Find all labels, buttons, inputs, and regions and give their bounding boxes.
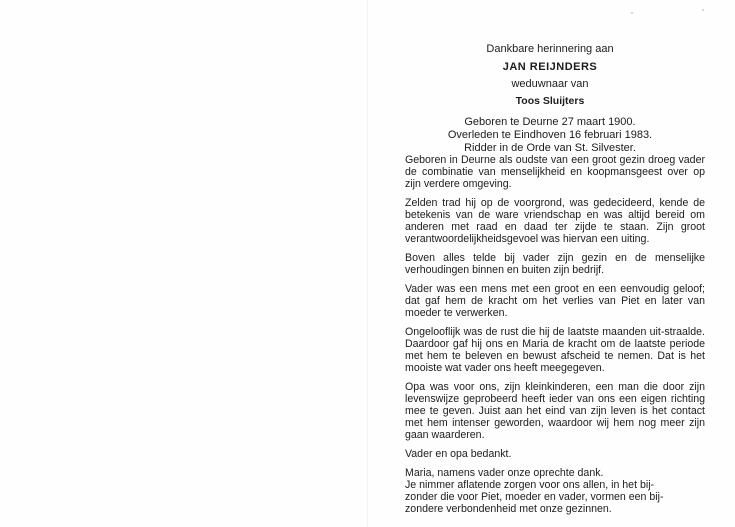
paper-speck [631, 12, 633, 14]
card-header [410, 40, 690, 155]
closing-paragraph [405, 467, 705, 515]
spouse-name: Toos Sluijters [515, 95, 585, 107]
closing-line: zondere verbondenheid met onze gezinnen. [405, 503, 612, 515]
paragraph: Geboren in Deurne als oudste van een groot gezin droeg vader de combinatie van menselijkheid en koopmansgeest over op zijn verdere omgeving. [405, 154, 705, 190]
paragraph: Boven alles telde bij vader zijn gezin en de menselijke verhoudingen binnen en buiten zijn bedrijf. [405, 252, 705, 276]
card-fold-line [367, 0, 368, 527]
closing-line: Je nimmer aflatende zorgen voor ons allen, in het bij- [405, 479, 655, 491]
deceased-name: JAN REIJNDERS [502, 61, 598, 73]
honor-line: Ridder in de Orde van St. Silvester. [464, 142, 636, 154]
paragraph: Vader was een mens met een groot en een eenvoudig geloof; dat gaf hem de kracht om het verlies van Piet en later van moeder te verwerken. [405, 283, 705, 319]
intro-text: Dankbare herinnering aan [486, 43, 614, 55]
closing-line: zonder die voor Piet, moeder en vader, vormen een bij- [405, 491, 664, 503]
death-line: Overleden te Eindhoven 16 februari 1983. [447, 129, 653, 141]
paragraph: Ongelooflijk was de rust die hij de laatste maanden uit-straalde. Daardoor gaf hij ons en Maria de kracht om de laatste periode met hem te beleven en bewust afscheid te nemen. Dat is het mooiste wat vader ons heeft meegegeven. [405, 326, 705, 374]
paragraph: Opa was voor ons, zijn kleinkinderen, een man die door zijn levenswijze geprobeerd heeft ieder van ons een eigen richting mee te geven. Juist aan het eind van zijn leven is het contact met hem intenser geworden, waardoor wij hem nog meer zijn gaan waarderen. [405, 381, 705, 441]
life-dates [410, 116, 690, 155]
closing-line: Maria, namens vader onze oprechte dank. [405, 467, 604, 479]
birth-line: Geboren te Deurne 27 maart 1900. [464, 116, 636, 128]
paragraph: Vader en opa bedankt. [405, 448, 512, 460]
memorial-text [405, 154, 705, 515]
paragraph: Zelden trad hij op de voorgrond, was gedecideerd, kende de betekenis van de ware vriendschap en was altijd bereid om anderen met raad en daad ter zijde te staan. Zijn groot verantwoordelijkheidsgevoel was hiervan een uiting. [405, 197, 705, 245]
marital-status: weduwnaar van [511, 78, 589, 90]
paper-speck [702, 9, 704, 11]
